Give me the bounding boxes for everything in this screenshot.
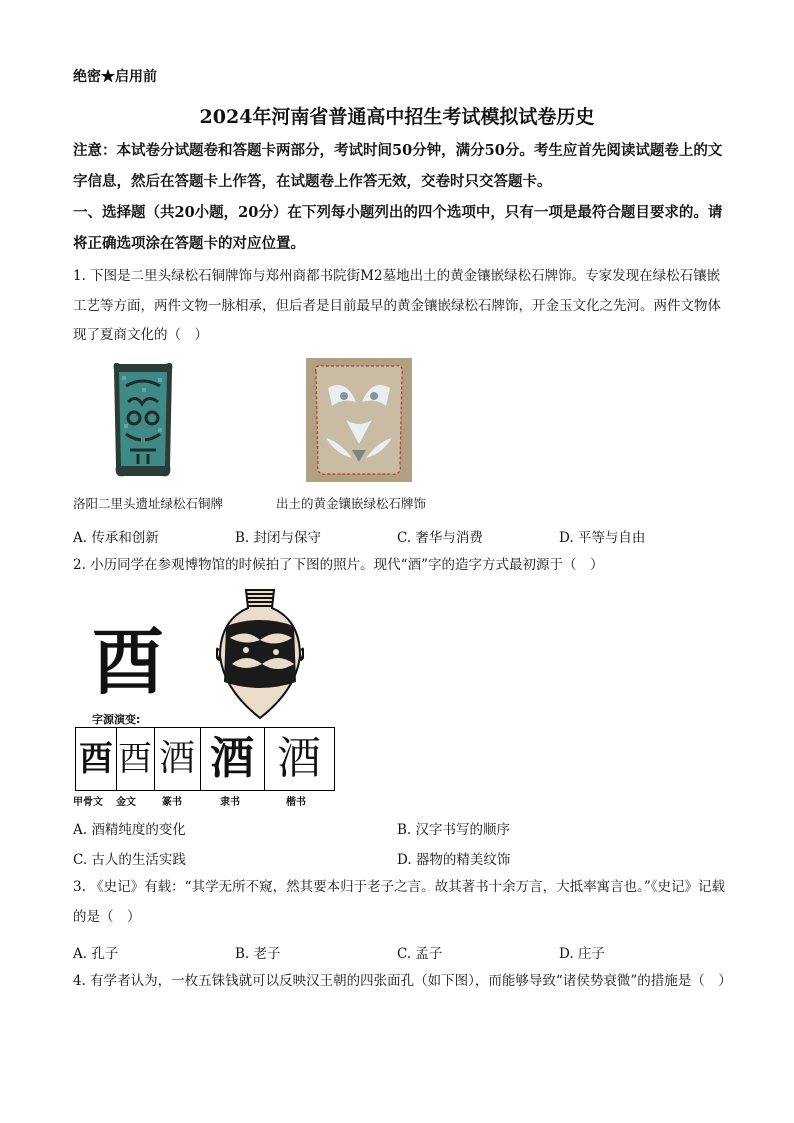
turquoise-bronze-plaque-image [108,358,178,482]
q1-option-b[interactable]: B. 封闭与保守 [235,530,322,546]
q3-option-d[interactable]: D. 庄子 [559,946,605,962]
q1-option-d[interactable]: D. 平等与自由 [559,530,646,546]
question-4-stem: 4. 有学者认为，一枚五铢钱就可以反映汉王朝的四张面孔（如下图），而能够导致“诸侯势衰微”的措施是（ ） [73,973,732,989]
notice-text: 注意：本试卷分试题卷和答题卡两部分，考试时间50分钟，满分50分。考生应首先阅读试题卷上的文字信息，然后在答题卡上作答，在试题卷上作答无效，交卷时只交答题卡。 [73,142,723,190]
label-oracle-bone: 甲骨文 [73,797,103,808]
label-seal: 篆书 [162,797,182,808]
regular-script-character: 酒 [277,733,321,784]
clerical-script-character: 酒 [200,728,265,790]
q2-option-b[interactable]: B. 汉字书写的顺序 [397,822,511,838]
label-regular: 楷书 [286,797,306,808]
q2-option-d[interactable]: D. 器物的精美纹饰 [397,852,511,868]
caption-left: 洛阳二里头遗址绿松石铜牌 [73,496,224,511]
confidential-mark: 绝密★启用前 [73,69,157,85]
label-clerical: 隶书 [220,797,240,808]
ancient-jiu-character: 酉 [92,619,165,704]
seal-script-character: 酒 [154,728,201,790]
page-title: 2024年河南省普通高中招生考试模拟试卷历史 [199,106,595,128]
q2-option-c[interactable]: C. 古人的生活实践 [73,852,186,868]
question-2-stem: 2. 小历同学在参观博物馆的时候拍了下图的照片。现代“酒”字的造字方式最初源于（ ） [73,557,604,573]
painted-pottery-jar-image [216,586,304,720]
section-heading: 一、选择题（共20小题，20分）在下列每小题列出的四个选项中，只有一项是最符合题目要求的。请将正确选项涂在答题卡的对应位置。 [73,204,723,252]
caption-right: 出土的黄金镶嵌绿松石牌饰 [276,496,427,511]
gold-turquoise-plaque-image [306,358,412,482]
q1-option-c[interactable]: C. 奢华与消费 [397,530,483,546]
q3-option-a[interactable]: A. 孔子 [73,946,119,962]
character-evolution-strip [75,727,335,791]
q2-option-a[interactable]: A. 酒精纯度的变化 [73,822,186,838]
q1-option-a[interactable]: A. 传承和创新 [73,530,159,546]
oracle-bone-character: 酉 [76,728,117,790]
question-1-stem: 1. 下图是二里头绿松石铜牌饰与郑州商都书院街M2墓地出土的黄金镶嵌绿松石牌饰。专家发现在绿松石镶嵌工艺等方面，两件文物一脉相承，但后者是目前最早的黄金镶嵌绿松石牌饰，开金玉文化之先河。两件文物体现了夏商文化的（ ） [73,268,721,343]
q3-option-c[interactable]: C. 孟子 [397,946,443,962]
evolution-title: 字源演变: [92,713,141,726]
bronze-script-character: 酉 [116,728,155,790]
label-bronze: 金文 [116,797,136,808]
q3-option-b[interactable]: B. 老子 [235,946,281,962]
question-3-stem: 3. 《史记》有载：“其学无所不窥，然其要本归于老子之言。故其著书十余万言，大抵率寓言也。”《史记》记载的是（ ） [73,879,725,925]
